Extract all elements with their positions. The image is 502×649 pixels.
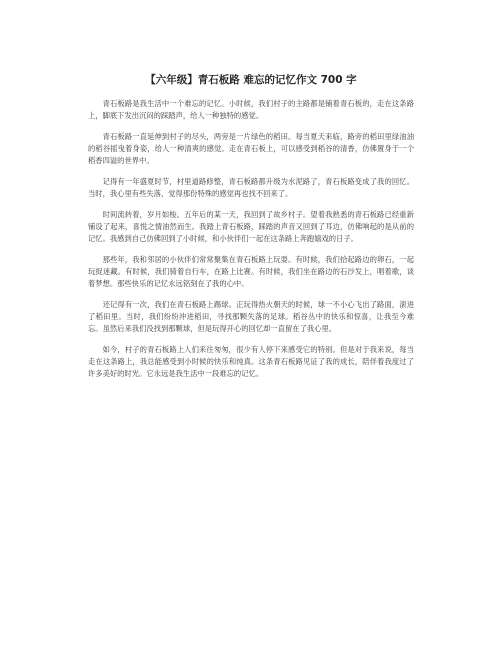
paragraph: 青石板路是我生活中一个难忘的记忆。小时候，我们村子的主路都是铺着青石板的，走在这条路上，脚底下发出沉闷的踩踏声，给人一种独特的感觉。 [88, 99, 414, 121]
paragraph: 如今，村子的青石板路上人们来往匆匆，很少有人停下来感受它的特别。但是对于我来说，每当走在这条路上，我总能感受到小时候的快乐和纯真。这条青石板路见证了我的成长，陪伴着我度过了许多美好的时光。它永远是我生活中一段难忘的记忆。 [88, 344, 414, 378]
paragraph: 那些年，我和邻居的小伙伴们常常聚集在青石板路上玩耍。有时候，我们拾起路边的卵石，一起玩捉迷藏。有时候，我们骑着自行车，在路上比赛。有时候，我们坐在路边的石沙发上，唱着歌，谈着梦想。那些快乐的记忆永远铭刻在了我的心中。 [88, 254, 414, 288]
document-title: 【六年级】青石板路 难忘的记忆作文 700 字 [145, 74, 357, 86]
paragraph: 时间流转着，岁月如梭。五年后的某一天，我回到了故乡村子。望着我熟悉的青石板路已经重新铺设了起来，喜悦之情油然而生。我踏上青石板路，踩踏的声音又回到了耳边，仿佛响起的是从前的记忆。我感到自己仿佛回到了小时候，和小伙伴们一起在这条路上奔跑嬉戏的日子。 [88, 209, 414, 243]
paragraph: 青石板路一直延伸到村子的尽头，两旁是一片绿色的稻田。每当夏天来临，路旁的稻田里绿油油的稻谷摇曳着身姿，给人一种清爽的感觉。走在青石板上，可以感受到稻谷的清香，仿佛置身于一个稻香四溢的世界中。 [88, 131, 414, 166]
article-body [88, 98, 414, 389]
paragraph: 还记得有一次，我们在青石板路上踢球。正玩得热火朝天的时候，球一不小心飞出了路面，滚进了稻田里。当时，我们纷纷冲进稻田，寻找那颗失落的足球。稻谷丛中的快乐和惊喜，让我至今难忘。虽然后来我们没找到那颗球，但是玩得开心的回忆却一直留在了我心里。 [88, 299, 414, 333]
paragraph: 记得有一年盛夏时节，村里道路修整，青石板路都升级为水泥路了，青石板路变成了我的回忆。当时，我心里有些失落，觉得那份特殊的感觉再也找不回来了。 [88, 176, 414, 198]
